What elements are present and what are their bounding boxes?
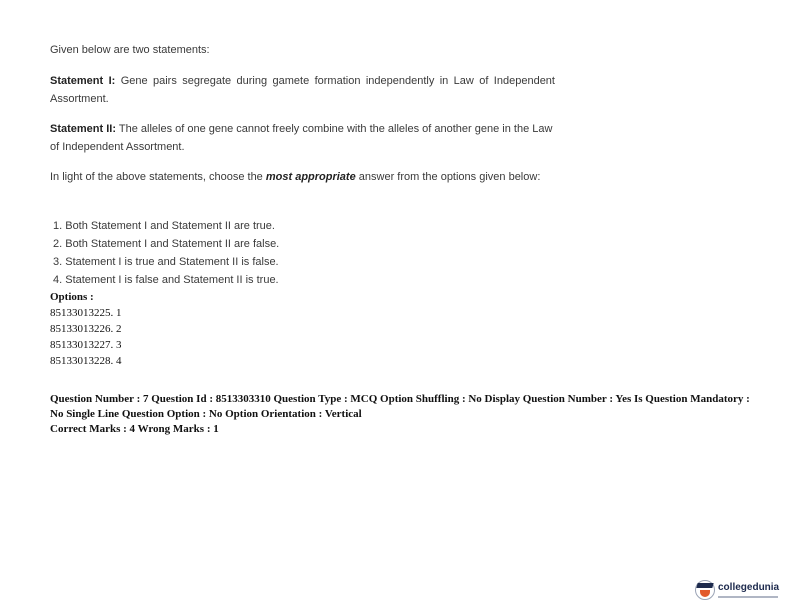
choice-item: 1. Both Statement I and Statement II are true. — [53, 220, 275, 232]
choice-item: 3. Statement I is true and Statement II is false. — [53, 256, 279, 268]
statement-2 — [50, 120, 555, 156]
option-item: 85133013225. 1 — [50, 307, 122, 319]
statement-2-label: Statement II: — [50, 123, 117, 135]
question-meta-line-2: Correct Marks : 4 Wrong Marks : 1 — [50, 423, 219, 435]
statement-2-text: The alleles of one gene cannot freely combine with the alleles of another gene in the Law of Independent Assortment. — [50, 123, 553, 153]
options-block — [50, 289, 122, 369]
options-heading: Options : — [50, 291, 94, 303]
option-item: 85133013228. 4 — [50, 355, 122, 367]
logo-name: collegedunia — [718, 582, 780, 593]
question-meta — [50, 392, 760, 437]
instruction-before: In light of the above statements, choose the — [50, 171, 266, 183]
instruction-text — [50, 168, 555, 186]
instruction-emphasis: most appropriate — [265, 171, 356, 183]
instruction-after: answer from the options given below: — [355, 171, 541, 183]
logo-tagline — [718, 596, 778, 598]
question-meta-line-1: Question Number : 7 Question Id : 8513303310 Question Type : MCQ Option Shuffling : No Display Question Number : Yes Is Question Mandatory : No Single Line Question Option : No Option Orientation : Vertical — [50, 393, 750, 420]
intro-text: Given below are two statements: — [50, 44, 210, 56]
option-item: 85133013227. 3 — [50, 339, 122, 351]
choice-item: 4. Statement I is false and Statement II is true. — [53, 274, 279, 286]
choice-list — [53, 217, 279, 289]
option-item: 85133013226. 2 — [50, 323, 122, 335]
statement-1 — [50, 72, 555, 108]
graduation-cap-icon — [695, 580, 715, 600]
statement-1-label: Statement I: — [50, 75, 116, 87]
choice-item: 2. Both Statement I and Statement II are false. — [53, 238, 280, 250]
collegedunia-logo — [695, 577, 787, 603]
statement-1-text: Gene pairs segregate during gamete formation independently in Law of Independent Assortment. — [50, 75, 555, 105]
